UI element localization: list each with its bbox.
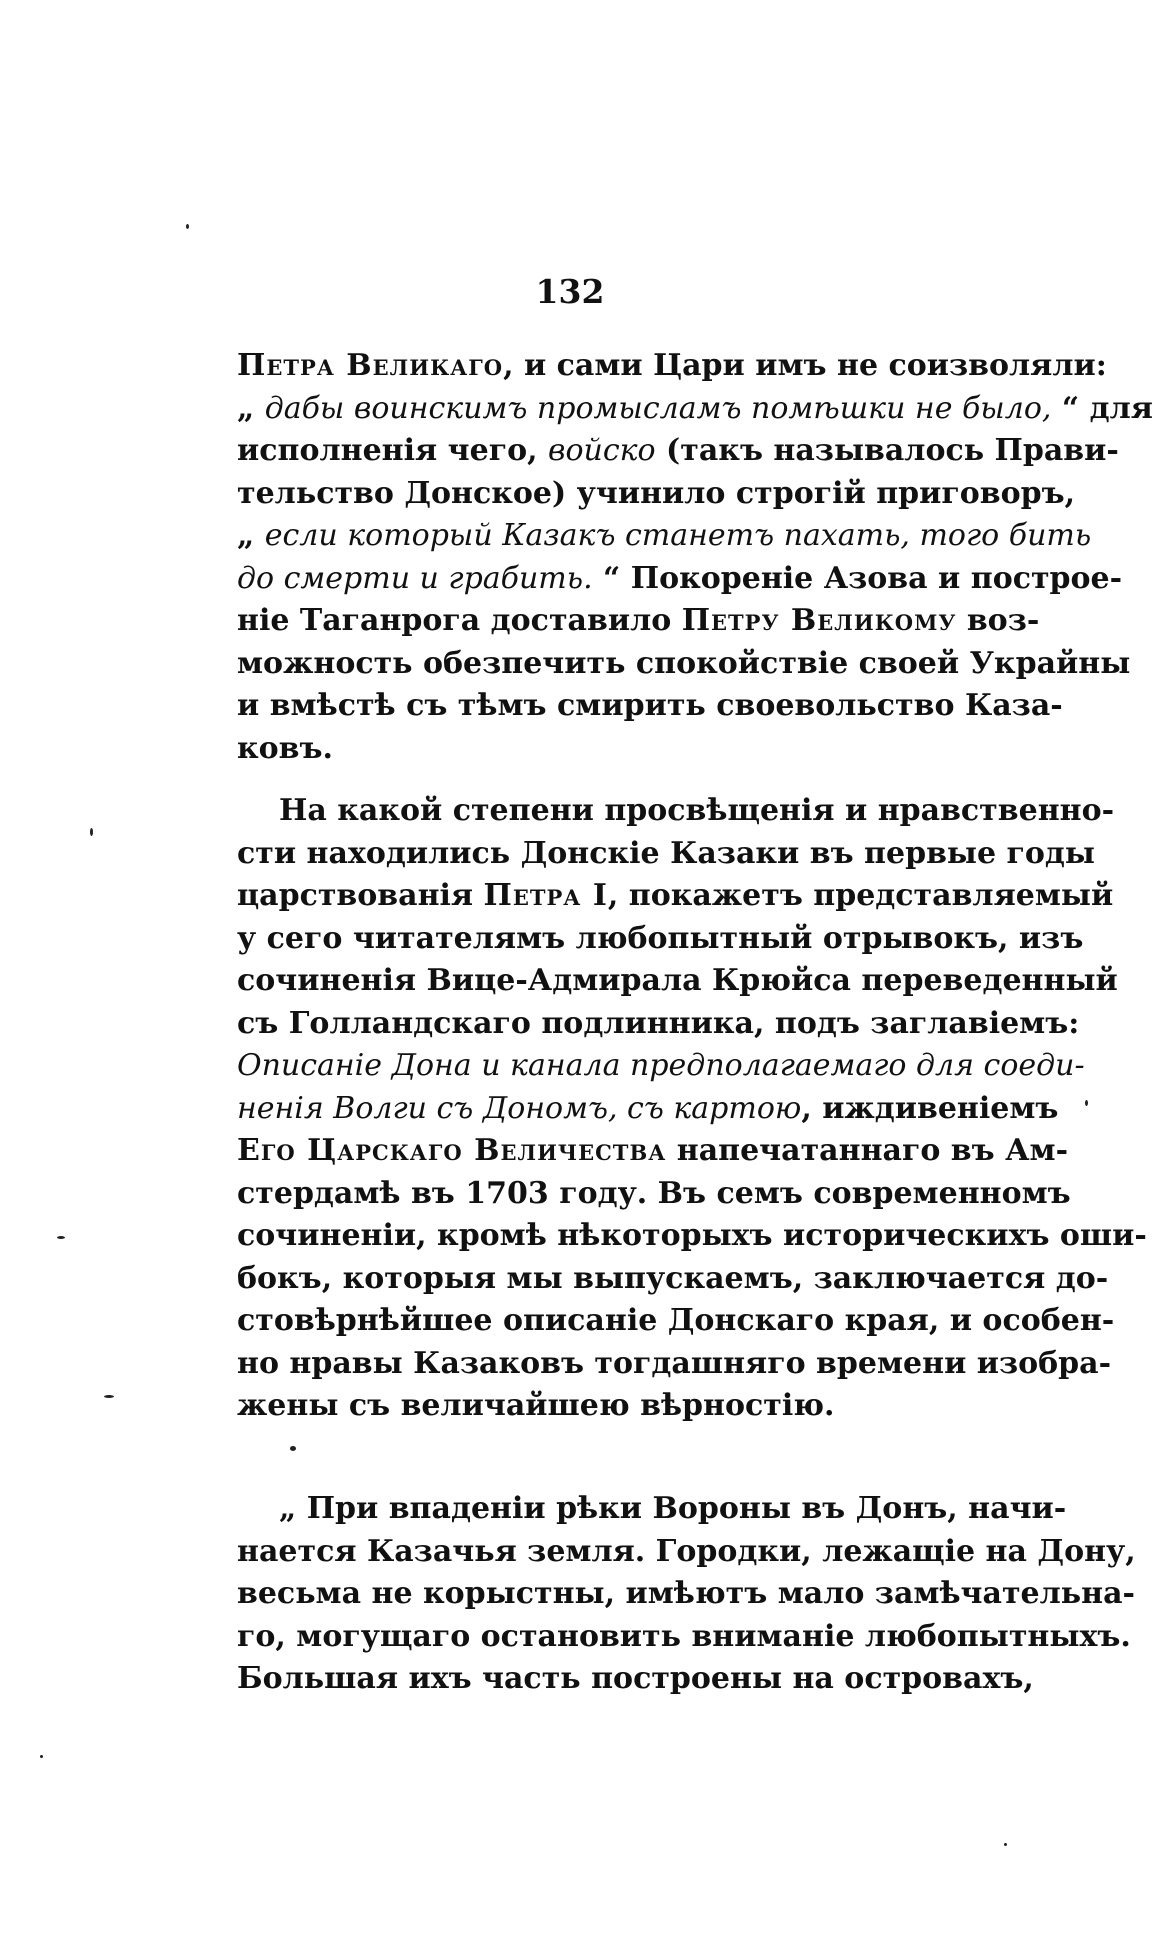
text-line xyxy=(237,600,1040,643)
text-line xyxy=(237,515,1092,558)
text-segment: дабы воинскимъ промысламъ помѣшки не было, xyxy=(264,390,1052,426)
text-segment: „ xyxy=(237,390,265,426)
scan-speck xyxy=(90,828,93,836)
text-segment: напечатаннаго въ Ам- xyxy=(666,1133,1069,1168)
text-line xyxy=(237,1616,1131,1659)
text-segment: бокъ, которыя мы выпускаемъ, заключается до- xyxy=(237,1260,1109,1296)
text-segment: можность обезпечить спокойствіе своей Украйны xyxy=(237,645,1131,681)
text-segment: сти находились Донскіе Казаки въ первые годы xyxy=(237,835,1095,871)
text-segment: стердамѣ въ 1703 году. Въ семъ современномъ xyxy=(237,1175,1071,1211)
text-segment: На какой степени просвѣщенія и нравственно- xyxy=(279,793,1115,828)
text-segment: „ xyxy=(237,518,265,553)
text-segment: ненія Волги съ Дономъ, съ картою xyxy=(237,1090,802,1126)
text-segment: но нравы Казаковъ тогдашняго времени изобра- xyxy=(237,1345,1112,1381)
text-line xyxy=(237,1300,1115,1343)
text-line xyxy=(237,1531,1136,1574)
page-number: 132 xyxy=(535,272,605,311)
text-line xyxy=(237,388,1153,431)
text-segment: нается Казачья земля. Городки, лежащіе на Дону, xyxy=(237,1533,1136,1569)
text-line xyxy=(237,728,1035,771)
text-line xyxy=(237,1343,1112,1386)
text-segment: если который Казакъ станетъ пахать, того бить xyxy=(264,518,1092,553)
text-segment: (такъ называлось Прави- xyxy=(655,433,1119,468)
text-segment: тельство Донское) учинило строгій приговоръ, xyxy=(237,475,1076,511)
text-line xyxy=(237,643,1131,686)
text-segment: сочиненіи, кромѣ нѣкоторыхъ историческихъ оши- xyxy=(237,1218,1147,1253)
text-line xyxy=(237,685,1063,728)
scan-speck xyxy=(290,1446,296,1451)
text-segment: Петра Великаго xyxy=(237,348,504,383)
text-line xyxy=(237,875,1114,918)
text-line xyxy=(237,960,1118,1003)
text-line xyxy=(237,473,1076,516)
text-line xyxy=(237,1488,1067,1531)
text-line xyxy=(237,1258,1109,1301)
text-line xyxy=(237,345,1107,388)
text-segment: “ для xyxy=(1051,390,1153,426)
text-segment: , иждивеніемъ xyxy=(801,1090,1059,1126)
text-line xyxy=(237,1658,1035,1701)
text-segment: съ Голландскаго подлинника, подъ заглавіемъ: xyxy=(237,1005,1080,1041)
paragraph-2 xyxy=(237,790,1147,1428)
text-line xyxy=(237,790,1115,833)
text-line xyxy=(237,1003,1080,1046)
text-segment: весьма не корыстны, имѣютъ мало замѣчательна- xyxy=(237,1576,1135,1611)
text-segment: ковъ. xyxy=(237,730,333,766)
text-segment: воз- xyxy=(956,603,1040,638)
text-segment: стовѣрнѣйшее описаніе Донскаго края, и особен- xyxy=(237,1303,1115,1338)
scan-speck xyxy=(104,1395,114,1398)
text-segment: го, могущаго остановить вниманіе любопытныхъ. xyxy=(237,1618,1131,1654)
text-segment: ніе Таганрога доставило xyxy=(237,603,682,638)
text-segment: сочиненія Вице-Адмирала Крюйса переведенный xyxy=(237,963,1118,998)
text-segment: Петра I xyxy=(483,878,608,913)
text-line xyxy=(237,558,1123,601)
text-segment: , покажетъ представляемый xyxy=(607,878,1114,913)
text-line xyxy=(237,1045,1085,1088)
text-segment: Петру Великому xyxy=(681,603,957,638)
scan-speck xyxy=(1085,1100,1088,1106)
text-segment: у сего читателямъ любопытный отрывокъ, изъ xyxy=(237,920,1084,956)
scan-speck xyxy=(186,224,189,229)
text-segment: до смерти и грабить. xyxy=(237,560,593,596)
scan-speck xyxy=(40,1755,43,1758)
text-line xyxy=(237,1173,1071,1216)
text-segment: исполненія чего, xyxy=(237,433,548,468)
text-segment: , и сами Цари имъ не соизволяли: xyxy=(503,348,1107,383)
text-segment: Его Царскаго Величества xyxy=(237,1133,667,1168)
scan-speck xyxy=(1004,1843,1007,1846)
text-line xyxy=(237,1385,1035,1428)
text-line xyxy=(237,918,1084,961)
text-line xyxy=(237,833,1095,876)
text-line xyxy=(237,430,1119,473)
text-segment: “ Покореніе Азова и построе- xyxy=(592,560,1123,596)
text-segment: Большая ихъ часть построены на островахъ, xyxy=(237,1661,1034,1696)
text-segment: „ При впаденіи рѣки Вороны въ Донъ, начи- xyxy=(279,1491,1067,1526)
text-line xyxy=(237,1088,1059,1131)
text-line xyxy=(237,1215,1147,1258)
text-line xyxy=(237,1130,1069,1173)
text-segment: царствованія xyxy=(237,878,484,913)
text-line xyxy=(237,1573,1135,1616)
scan-speck xyxy=(57,1236,65,1239)
text-segment: жены съ величайшею вѣрностію. xyxy=(237,1388,835,1423)
text-segment: войско xyxy=(547,433,656,468)
text-segment: Описаніе Дона и канала предполагаемаго для соеди- xyxy=(237,1048,1085,1083)
text-segment: и вмѣстѣ съ тѣмъ смирить своевольство Каза- xyxy=(237,688,1063,723)
paragraph-1 xyxy=(237,345,1153,770)
paragraph-3 xyxy=(237,1488,1136,1701)
